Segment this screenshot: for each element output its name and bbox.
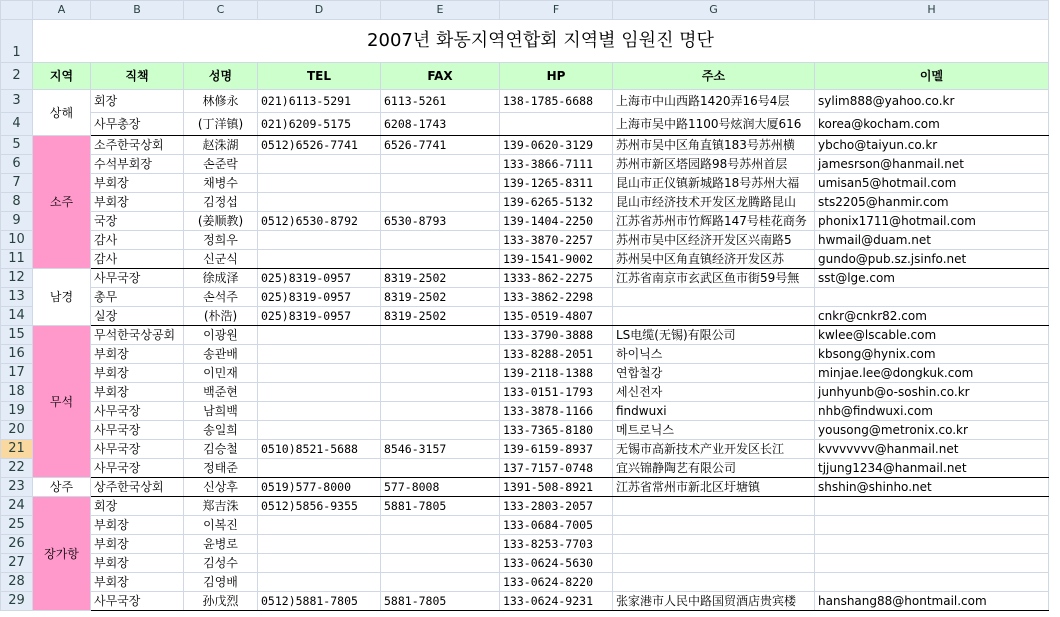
row-header-12[interactable]: 12 [1, 269, 33, 288]
cell-tel[interactable] [258, 383, 381, 402]
cell-address[interactable] [613, 516, 815, 535]
cell-name[interactable]: 신군식 [184, 250, 258, 269]
cell-email[interactable]: cnkr@cnkr82.com [815, 307, 1049, 326]
cell-tel[interactable] [258, 193, 381, 212]
column-header-b[interactable]: B [91, 1, 184, 20]
cell-hp[interactable]: 1333-862-2275 [500, 269, 613, 288]
cell-position[interactable]: 부회장 [91, 516, 184, 535]
cell-address[interactable]: 张家港市人民中路国贸酒店贵宾楼 [613, 592, 815, 611]
cell-tel[interactable]: 021)6209-5175 [258, 113, 381, 136]
cell-position[interactable]: 소주한국상회 [91, 136, 184, 155]
cell-fax[interactable]: 8319-2502 [381, 269, 500, 288]
region-cell-suzhou[interactable]: 소주 [33, 136, 91, 269]
cell-name[interactable]: 赵洙湖 [184, 136, 258, 155]
cell-name[interactable]: 남희백 [184, 402, 258, 421]
cell-email[interactable] [815, 288, 1049, 307]
cell-fax[interactable]: 5881-7805 [381, 592, 500, 611]
cell-tel[interactable]: 021)6113-5291 [258, 90, 381, 113]
cell-position[interactable]: 사무국장 [91, 269, 184, 288]
row-header-15[interactable]: 15 [1, 326, 33, 345]
column-header-g[interactable]: G [613, 1, 815, 20]
row-header-25[interactable]: 25 [1, 516, 33, 535]
cell-name[interactable]: 김승철 [184, 440, 258, 459]
cell-fax[interactable] [381, 383, 500, 402]
cell-fax[interactable] [381, 250, 500, 269]
cell-hp[interactable]: 138-1785-6688 [500, 90, 613, 113]
cell-address[interactable] [613, 535, 815, 554]
cell-hp[interactable]: 139-6159-8937 [500, 440, 613, 459]
cell-address[interactable]: 江苏省南京市玄武区鱼市街59号無 [613, 269, 815, 288]
cell-hp[interactable]: 135-0519-4807 [500, 307, 613, 326]
cell-position[interactable]: 실장 [91, 307, 184, 326]
cell-address[interactable]: 苏州市新区塔园路98号苏州首层 [613, 155, 815, 174]
row-header-24[interactable]: 24 [1, 497, 33, 516]
cell-name[interactable]: (姜顺教) [184, 212, 258, 231]
cell-email[interactable] [815, 516, 1049, 535]
cell-hp[interactable]: 133-0624-8220 [500, 573, 613, 592]
cell-email[interactable]: kbsong@hynix.com [815, 345, 1049, 364]
cell-tel[interactable] [258, 326, 381, 345]
cell-name[interactable]: 채병수 [184, 174, 258, 193]
cell-email[interactable]: junhyunb@o-soshin.co.kr [815, 383, 1049, 402]
row-header-23[interactable]: 23 [1, 478, 33, 497]
cell-email[interactable] [815, 554, 1049, 573]
table-row [1, 136, 1049, 155]
cell-email[interactable]: gundo@pub.sz.jsinfo.net [815, 250, 1049, 269]
cell-hp[interactable]: 133-3862-2298 [500, 288, 613, 307]
cell-name[interactable]: 손준락 [184, 155, 258, 174]
cell-fax[interactable] [381, 554, 500, 573]
cell-address[interactable]: 하이닉스 [613, 345, 815, 364]
cell-tel[interactable] [258, 402, 381, 421]
select-all-corner[interactable] [1, 1, 33, 20]
cell-email[interactable]: hanshang88@hontmail.com [815, 592, 1049, 611]
cell-email[interactable]: ybcho@taiyun.co.kr [815, 136, 1049, 155]
table-row [1, 212, 1049, 231]
header-region[interactable]: 지역 [33, 63, 91, 90]
cell-name[interactable]: 윤병로 [184, 535, 258, 554]
row-header-28[interactable]: 28 [1, 573, 33, 592]
cell-position[interactable]: 감사 [91, 231, 184, 250]
cell-email[interactable]: phonix1711@hotmail.com [815, 212, 1049, 231]
cell-hp[interactable]: 133-8288-2051 [500, 345, 613, 364]
cell-email[interactable] [815, 535, 1049, 554]
cell-hp[interactable]: 133-0624-5630 [500, 554, 613, 573]
cell-tel[interactable] [258, 573, 381, 592]
cell-address[interactable] [613, 288, 815, 307]
cell-email[interactable]: sst@lge.com [815, 269, 1049, 288]
cell-address[interactable]: 메트로닉스 [613, 421, 815, 440]
row-header-17[interactable]: 17 [1, 364, 33, 383]
table-row [1, 193, 1049, 212]
cell-fax[interactable]: 6530-8793 [381, 212, 500, 231]
cell-position[interactable]: 무석한국상공회 [91, 326, 184, 345]
row-header-29[interactable]: 29 [1, 592, 33, 611]
cell-address[interactable]: 上海市吴中路1100号炫润大厦616 [613, 113, 815, 136]
table-row [1, 459, 1049, 478]
cell-tel[interactable] [258, 421, 381, 440]
cell-fax[interactable] [381, 326, 500, 345]
cell-hp[interactable]: 133-3870-2257 [500, 231, 613, 250]
cell-position[interactable]: 부회장 [91, 193, 184, 212]
cell-email[interactable]: umisan5@hotmail.com [815, 174, 1049, 193]
cell-tel[interactable] [258, 554, 381, 573]
table-row [1, 573, 1049, 592]
row-header-21[interactable]: 21 [1, 440, 33, 459]
cell-position[interactable]: 부회장 [91, 573, 184, 592]
cell-hp[interactable]: 139-1265-8311 [500, 174, 613, 193]
cell-tel[interactable] [258, 250, 381, 269]
row-header-9[interactable]: 9 [1, 212, 33, 231]
cell-fax[interactable] [381, 345, 500, 364]
cell-fax[interactable]: 6208-1743 [381, 113, 500, 136]
table-row [1, 364, 1049, 383]
cell-fax[interactable]: 8319-2502 [381, 307, 500, 326]
cell-hp[interactable]: 133-3790-3888 [500, 326, 613, 345]
cell-fax[interactable] [381, 573, 500, 592]
cell-address[interactable]: 无锡市高新技术产业开发区长江 [613, 440, 815, 459]
cell-name[interactable]: 孙戊烈 [184, 592, 258, 611]
cell-tel[interactable] [258, 535, 381, 554]
cell-position[interactable]: 사무국장 [91, 402, 184, 421]
row-header-1[interactable]: 1 [1, 20, 33, 63]
cell-position[interactable]: 부회장 [91, 345, 184, 364]
table-row [1, 326, 1049, 345]
cell-fax[interactable] [381, 174, 500, 193]
cell-name[interactable]: (朴浩) [184, 307, 258, 326]
cell-tel[interactable] [258, 231, 381, 250]
cell-hp[interactable]: 139-6265-5132 [500, 193, 613, 212]
sheet-title[interactable]: 2007년 화동지역연합회 지역별 임원진 명단 [33, 20, 1049, 63]
column-header-h[interactable]: H [815, 1, 1049, 20]
cell-position[interactable]: 부회장 [91, 535, 184, 554]
row-header-4[interactable]: 4 [1, 113, 33, 136]
cell-address[interactable]: findwuxi [613, 402, 815, 421]
column-header-e[interactable]: E [381, 1, 500, 20]
cell-position[interactable]: 상주한국상회 [91, 478, 184, 497]
table-row [1, 113, 1049, 136]
row-header-5[interactable]: 5 [1, 136, 33, 155]
table-row [1, 155, 1049, 174]
table-row [1, 90, 1049, 113]
cell-email[interactable]: kwlee@lscable.com [815, 326, 1049, 345]
cell-fax[interactable] [381, 535, 500, 554]
table-row [1, 516, 1049, 535]
row-header-19[interactable]: 19 [1, 402, 33, 421]
cell-hp[interactable]: 133-7365-8180 [500, 421, 613, 440]
cell-tel[interactable]: 0512)5881-7805 [258, 592, 381, 611]
row-header-2[interactable]: 2 [1, 63, 33, 90]
cell-fax[interactable]: 6113-5261 [381, 90, 500, 113]
cell-address[interactable]: 昆山市经济技术开发区龙腾路昆山 [613, 193, 815, 212]
cell-name[interactable]: (丁洋镇) [184, 113, 258, 136]
cell-address[interactable]: 苏州吴中区角直镇经济开发区苏 [613, 250, 815, 269]
cell-name[interactable]: 김성수 [184, 554, 258, 573]
cell-address[interactable]: LS电缆(无锡)有限公司 [613, 326, 815, 345]
cell-fax[interactable]: 8319-2502 [381, 288, 500, 307]
cell-hp[interactable]: 133-3878-1166 [500, 402, 613, 421]
table-row [1, 383, 1049, 402]
table-row [1, 231, 1049, 250]
cell-position[interactable]: 사무국장 [91, 592, 184, 611]
cell-position[interactable]: 회장 [91, 90, 184, 113]
table-row [1, 250, 1049, 269]
cell-email[interactable]: tjjung1234@hanmail.net [815, 459, 1049, 478]
row-header-11[interactable]: 11 [1, 250, 33, 269]
header-name[interactable]: 성명 [184, 63, 258, 90]
cell-name[interactable]: 林修永 [184, 90, 258, 113]
cell-fax[interactable]: 6526-7741 [381, 136, 500, 155]
cell-fax[interactable] [381, 459, 500, 478]
column-header-d[interactable]: D [258, 1, 381, 20]
cell-name[interactable]: 신상후 [184, 478, 258, 497]
cell-name[interactable]: 김영배 [184, 573, 258, 592]
cell-tel[interactable] [258, 345, 381, 364]
cell-tel[interactable] [258, 174, 381, 193]
header-hp[interactable]: HP [500, 63, 613, 90]
table-row [1, 535, 1049, 554]
cell-fax[interactable]: 8546-3157 [381, 440, 500, 459]
cell-name[interactable]: 송일희 [184, 421, 258, 440]
table-row [1, 421, 1049, 440]
table-row [1, 592, 1049, 611]
table-row [1, 402, 1049, 421]
cell-fax[interactable] [381, 402, 500, 421]
header-email[interactable]: 이멜 [815, 63, 1049, 90]
cell-position[interactable]: 부회장 [91, 174, 184, 193]
cell-tel[interactable]: 0510)8521-5688 [258, 440, 381, 459]
cell-name[interactable]: 이민재 [184, 364, 258, 383]
cell-fax[interactable]: 5881-7805 [381, 497, 500, 516]
cell-address[interactable]: 苏州市吴中区角直镇183号苏州横 [613, 136, 815, 155]
cell-position[interactable]: 사무국장 [91, 459, 184, 478]
cell-address[interactable]: 昆山市正仪镇新城路18号苏州大福 [613, 174, 815, 193]
header-tel[interactable]: TEL [258, 63, 381, 90]
cell-hp[interactable]: 133-0684-7005 [500, 516, 613, 535]
cell-position[interactable]: 부회장 [91, 554, 184, 573]
row-header-8[interactable]: 8 [1, 193, 33, 212]
row-header-14[interactable]: 14 [1, 307, 33, 326]
cell-email[interactable]: yousong@metronix.co.kr [815, 421, 1049, 440]
cell-address[interactable]: 연합철강 [613, 364, 815, 383]
cell-hp[interactable]: 133-0151-1793 [500, 383, 613, 402]
cell-email[interactable]: shshin@shinho.net [815, 478, 1049, 497]
cell-hp[interactable] [500, 113, 613, 136]
cell-fax[interactable] [381, 364, 500, 383]
row-header-3[interactable]: 3 [1, 90, 33, 113]
cell-hp[interactable]: 139-2118-1388 [500, 364, 613, 383]
cell-hp[interactable]: 133-3866-7111 [500, 155, 613, 174]
cell-email[interactable]: korea@kocham.com [815, 113, 1049, 136]
cell-tel[interactable]: 0519)577-8000 [258, 478, 381, 497]
cell-fax[interactable] [381, 155, 500, 174]
cell-address[interactable] [613, 497, 815, 516]
cell-email[interactable] [815, 573, 1049, 592]
cell-address[interactable]: 江苏省苏州市竹辉路147号桂花商务 [613, 212, 815, 231]
table-row [1, 174, 1049, 193]
cell-name[interactable]: 郑吉洙 [184, 497, 258, 516]
cell-address[interactable] [613, 554, 815, 573]
cell-position[interactable]: 부회장 [91, 383, 184, 402]
cell-fax[interactable] [381, 421, 500, 440]
cell-address[interactable]: 宜兴锦静陶艺有限公司 [613, 459, 815, 478]
cell-position[interactable]: 감사 [91, 250, 184, 269]
header-address[interactable]: 주소 [613, 63, 815, 90]
region-cell-wuxi[interactable]: 무석 [33, 326, 91, 478]
cell-name[interactable]: 이복진 [184, 516, 258, 535]
cell-tel[interactable] [258, 364, 381, 383]
cell-fax[interactable]: 577-8008 [381, 478, 500, 497]
cell-email[interactable]: minjae.lee@dongkuk.com [815, 364, 1049, 383]
table-row [1, 440, 1049, 459]
cell-address[interactable]: 苏州市吴中区经济开发区兴南路5 [613, 231, 815, 250]
row-header-27[interactable]: 27 [1, 554, 33, 573]
cell-hp[interactable]: 133-8253-7703 [500, 535, 613, 554]
cell-hp[interactable]: 137-7157-0748 [500, 459, 613, 478]
row-header-13[interactable]: 13 [1, 288, 33, 307]
table-row [1, 307, 1049, 326]
table-row [1, 497, 1049, 516]
column-header-a[interactable]: A [33, 1, 91, 20]
row-header-20[interactable]: 20 [1, 421, 33, 440]
cell-tel[interactable]: 0512)6530-8792 [258, 212, 381, 231]
cell-name[interactable]: 徐成泽 [184, 269, 258, 288]
cell-address[interactable] [613, 307, 815, 326]
cell-hp[interactable]: 139-0620-3129 [500, 136, 613, 155]
cell-name[interactable]: 송관배 [184, 345, 258, 364]
header-position[interactable]: 직책 [91, 63, 184, 90]
cell-tel[interactable]: 025)8319-0957 [258, 288, 381, 307]
table-row [1, 345, 1049, 364]
cell-position[interactable]: 총무 [91, 288, 184, 307]
cell-address[interactable]: 江苏省常州市新北区圩塘镇 [613, 478, 815, 497]
cell-tel[interactable]: 0512)6526-7741 [258, 136, 381, 155]
cell-name[interactable]: 손석주 [184, 288, 258, 307]
table-row [1, 288, 1049, 307]
cell-position[interactable]: 수석부회장 [91, 155, 184, 174]
cell-address[interactable]: 세신전자 [613, 383, 815, 402]
region-cell-nanjing[interactable]: 남경 [33, 269, 91, 326]
region-cell-changzhou[interactable]: 상주 [33, 478, 91, 497]
cell-name[interactable]: 정희우 [184, 231, 258, 250]
cell-email[interactable]: hwmail@duam.net [815, 231, 1049, 250]
cell-hp[interactable]: 139-1541-9002 [500, 250, 613, 269]
cell-fax[interactable] [381, 516, 500, 535]
cell-tel[interactable]: 025)8319-0957 [258, 269, 381, 288]
cell-hp[interactable]: 139-1404-2250 [500, 212, 613, 231]
cell-name[interactable]: 백준현 [184, 383, 258, 402]
table-row [1, 554, 1049, 573]
cell-position[interactable]: 사무총장 [91, 113, 184, 136]
cell-address[interactable]: 上海市中山西路1420弄16号4层 [613, 90, 815, 113]
cell-hp[interactable]: 133-0624-9231 [500, 592, 613, 611]
cell-email[interactable]: jamesrson@hanmail.net [815, 155, 1049, 174]
cell-hp[interactable]: 1391-508-8921 [500, 478, 613, 497]
cell-email[interactable] [815, 497, 1049, 516]
cell-name[interactable]: 정태준 [184, 459, 258, 478]
column-header-c[interactable]: C [184, 1, 258, 20]
row-header-7[interactable]: 7 [1, 174, 33, 193]
cell-position[interactable]: 사무국장 [91, 440, 184, 459]
cell-name[interactable]: 김정섭 [184, 193, 258, 212]
cell-fax[interactable] [381, 231, 500, 250]
region-cell-zhangjiagang[interactable]: 장가항 [33, 497, 91, 611]
cell-tel[interactable] [258, 459, 381, 478]
row-header-22[interactable]: 22 [1, 459, 33, 478]
region-cell-shanghai[interactable]: 상해 [33, 90, 91, 136]
cell-tel[interactable] [258, 516, 381, 535]
cell-email[interactable]: sylim888@yahoo.co.kr [815, 90, 1049, 113]
table-row [1, 269, 1049, 288]
cell-email[interactable]: kvvvvvvv@hanmail.net [815, 440, 1049, 459]
cell-tel[interactable]: 025)8319-0957 [258, 307, 381, 326]
cell-hp[interactable]: 133-2803-2057 [500, 497, 613, 516]
cell-email[interactable]: sts2205@hanmir.com [815, 193, 1049, 212]
cell-position[interactable]: 국장 [91, 212, 184, 231]
cell-position[interactable]: 회장 [91, 497, 184, 516]
cell-position[interactable]: 부회장 [91, 364, 184, 383]
cell-address[interactable] [613, 573, 815, 592]
row-header-6[interactable]: 6 [1, 155, 33, 174]
column-header-f[interactable]: F [500, 1, 613, 20]
cell-name[interactable]: 이광원 [184, 326, 258, 345]
header-fax[interactable]: FAX [381, 63, 500, 90]
cell-position[interactable]: 사무국장 [91, 421, 184, 440]
row-header-18[interactable]: 18 [1, 383, 33, 402]
cell-tel[interactable]: 0512)5856-9355 [258, 497, 381, 516]
row-header-10[interactable]: 10 [1, 231, 33, 250]
cell-email[interactable]: nhb@findwuxi.com [815, 402, 1049, 421]
row-header-16[interactable]: 16 [1, 345, 33, 364]
table-row [1, 478, 1049, 497]
row-header-26[interactable]: 26 [1, 535, 33, 554]
cell-tel[interactable] [258, 155, 381, 174]
cell-fax[interactable] [381, 193, 500, 212]
